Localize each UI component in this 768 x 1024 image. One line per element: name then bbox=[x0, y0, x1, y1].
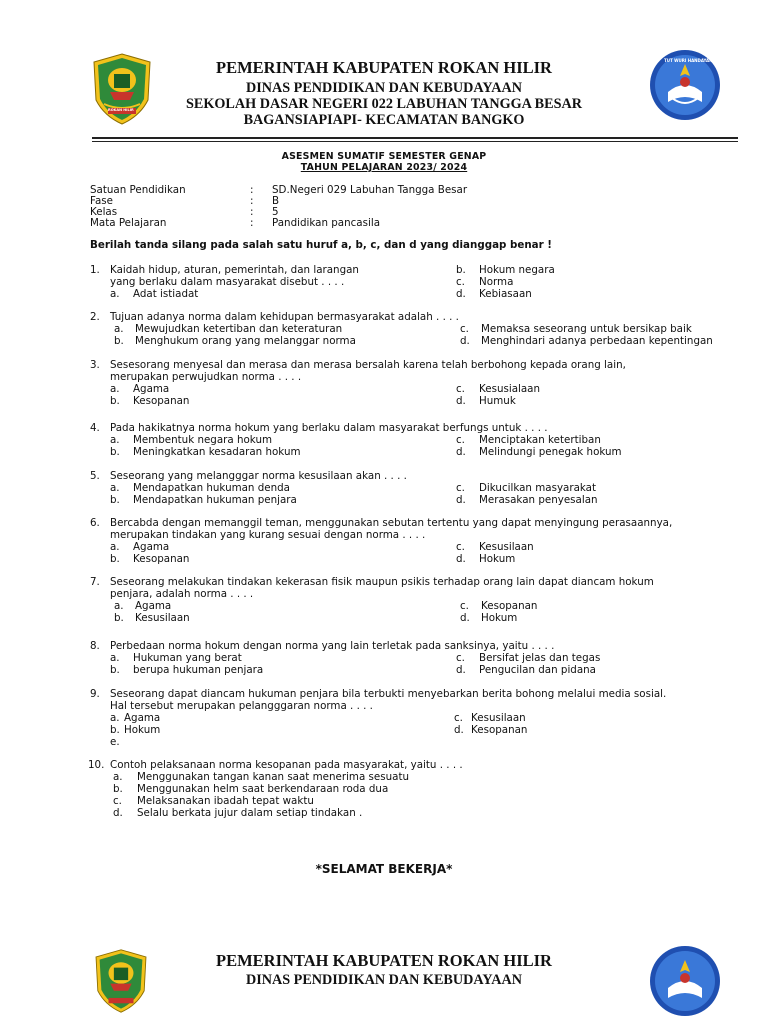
question-number: 2. bbox=[90, 311, 100, 323]
option-letter: c. bbox=[456, 652, 465, 664]
footer-line-2: DINAS PENDIDIKAN DAN KEBUDAYAAN bbox=[245, 972, 523, 988]
option-b: berupa hukuman penjara bbox=[133, 664, 264, 676]
option-b: Kesopanan bbox=[133, 553, 190, 565]
option-d: Hokum bbox=[479, 553, 516, 565]
right-logo-caption: TUT WURI HANDAYANI bbox=[664, 58, 714, 63]
question-number: 3. bbox=[90, 359, 100, 371]
option-letter: c. bbox=[460, 600, 469, 612]
question-number: 7. bbox=[90, 576, 100, 588]
option-letter: b. bbox=[110, 395, 120, 407]
option-letter: a. bbox=[110, 541, 120, 553]
option-c: Dikucilkan masyarakat bbox=[479, 482, 597, 494]
info-value: B bbox=[272, 195, 280, 207]
option-letter: d. bbox=[460, 335, 470, 347]
question-text: Seseorang melakukan tindakan kekerasan fisik maupun psikis terhadap orang lain dapat diancam hokum bbox=[110, 576, 654, 588]
option-letter: b. bbox=[114, 612, 124, 624]
option-b: Menggunakan helm saat berkendaraan roda dua bbox=[137, 783, 389, 795]
question-number: 1. bbox=[90, 264, 100, 276]
option-letter: b. bbox=[113, 783, 123, 795]
option-b: Kesopanan bbox=[133, 395, 190, 407]
exam-year: TAHUN PELAJARAN 2023/ 2024 bbox=[300, 162, 468, 173]
option-letter: c. bbox=[456, 482, 465, 494]
option-b: Kesusilaan bbox=[135, 612, 190, 624]
option-c: Kesusilaan bbox=[471, 712, 526, 724]
option-c: Menciptakan ketertiban bbox=[479, 434, 601, 446]
info-separator: : bbox=[250, 206, 254, 218]
option-a: Agama bbox=[133, 383, 170, 395]
option-a: Menggunakan tangan kanan saat menerima sesuatu bbox=[137, 771, 410, 783]
option-d: Hokum bbox=[481, 612, 518, 624]
question-text: Pada hakikatnya norma hokum yang berlaku dalam masyarakat berfungs untuk . . . . bbox=[110, 422, 548, 434]
option-letter: a. bbox=[113, 771, 123, 783]
option-b: Menghukum orang yang melanggar norma bbox=[135, 335, 356, 347]
option-a: Mendapatkan hukuman denda bbox=[133, 482, 290, 494]
question-text: penjara, adalah norma . . . . bbox=[110, 588, 254, 600]
option-c: Norma bbox=[479, 276, 514, 288]
option-letter: b. bbox=[110, 553, 120, 565]
option-c: Memaksa seseorang untuk bersikap baik bbox=[481, 323, 692, 335]
info-value: SD.Negeri 029 Labuhan Tangga Besar bbox=[272, 184, 468, 196]
option-d: Humuk bbox=[479, 395, 516, 407]
option-letter: a. bbox=[110, 482, 120, 494]
option-letter: a. bbox=[114, 600, 124, 612]
letterhead-divider-thin bbox=[92, 141, 738, 142]
option-a: Agama bbox=[124, 712, 161, 724]
question-text: Seseorang yang melangggar norma kesusilaan akan . . . . bbox=[110, 470, 407, 482]
option-letter: c. bbox=[456, 434, 465, 446]
option-letter: a. bbox=[110, 652, 120, 664]
question-number: 9. bbox=[90, 688, 100, 700]
question-text: yang berlaku dalam masyarakat disebut . . . . bbox=[110, 276, 345, 288]
option-d: Merasakan penyesalan bbox=[479, 494, 598, 506]
exam-title: ASESMEN SUMATIF SEMESTER GENAP bbox=[281, 151, 487, 162]
option-c: Kesusilaan bbox=[479, 541, 534, 553]
option-c: Kesopanan bbox=[481, 600, 538, 612]
option-a: Agama bbox=[133, 541, 170, 553]
option-c: Kesusialaan bbox=[479, 383, 541, 395]
info-separator: : bbox=[250, 217, 254, 229]
question-text: Kaidah hidup, aturan, pemerintah, dan larangan bbox=[110, 264, 359, 276]
option-letter: c. bbox=[456, 383, 465, 395]
left-logo-caption: ROKAN HILIR bbox=[108, 108, 134, 112]
option-letter: d. bbox=[454, 724, 464, 736]
option-b: Hokum bbox=[124, 724, 161, 736]
question-text: Tujuan adanya norma dalam kehidupan bermasyarakat adalah . . . . bbox=[110, 311, 459, 323]
option-d: Kebiasaan bbox=[479, 288, 532, 300]
closing-text: *SELAMAT BEKERJA* bbox=[315, 862, 453, 876]
option-letter: c. bbox=[460, 323, 469, 335]
option-a: Membentuk negara hokum bbox=[133, 434, 272, 446]
instruction: Berilah tanda silang pada salah satu huruf a, b, c, dan d yang dianggap benar ! bbox=[90, 239, 552, 251]
option-letter: c. bbox=[456, 541, 465, 553]
option-letter: e. bbox=[110, 736, 120, 748]
option-letter: c. bbox=[454, 712, 463, 724]
option-letter: a. bbox=[110, 383, 120, 395]
question-text: Sesesorang menyesal dan merasa dan merasa bersalah karena telah berbohong kepada orang lain, bbox=[110, 359, 626, 371]
letterhead-line-1: PEMERINTAH KABUPATEN ROKAN HILIR bbox=[216, 58, 552, 77]
footer-line-1: PEMERINTAH KABUPATEN ROKAN HILIR bbox=[216, 951, 552, 970]
option-d: Selalu berkata jujur dalam setiap tindakan . bbox=[137, 807, 363, 819]
option-letter: a. bbox=[110, 434, 120, 446]
info-separator: : bbox=[250, 195, 254, 207]
letterhead-divider-thick bbox=[92, 137, 738, 139]
letterhead-line-3: SEKOLAH DASAR NEGERI 022 LABUHAN TANGGA BESAR bbox=[185, 96, 582, 112]
option-letter: c. bbox=[456, 276, 465, 288]
option-letter: d. bbox=[460, 612, 470, 624]
option-d: Menghindari adanya perbedaan kepentingan bbox=[481, 335, 713, 347]
info-label: Kelas bbox=[90, 206, 118, 218]
option-letter: b. bbox=[110, 446, 120, 458]
option-c: Bersifat jelas dan tegas bbox=[479, 652, 601, 664]
letterhead-line-4: BAGANSIAPIAPI- KECAMATAN BANGKO bbox=[243, 112, 525, 128]
option-b: Hokum negara bbox=[479, 264, 555, 276]
option-letter: b. bbox=[110, 664, 120, 676]
info-value: 5 bbox=[272, 206, 279, 218]
info-label: Mata Pelajaran bbox=[90, 217, 167, 229]
info-label: Satuan Pendidikan bbox=[90, 184, 186, 196]
option-letter: d. bbox=[456, 664, 466, 676]
option-c: Melaksanakan ibadah tepat waktu bbox=[137, 795, 314, 807]
question-text: merupakan tindakan yang kurang sesuai dengan norma . . . . bbox=[110, 529, 426, 541]
option-letter: d. bbox=[456, 494, 466, 506]
option-letter: a. bbox=[114, 323, 124, 335]
option-d: Pengucilan dan pidana bbox=[479, 664, 596, 676]
question-number: 4. bbox=[90, 422, 100, 434]
question-text: merupakan perwujudkan norma . . . . bbox=[110, 371, 302, 383]
question-text: Hal tersebut merupakan pelangggaran norma . . . . bbox=[110, 700, 373, 712]
question-text: Bercabda dengan memanggil teman, menggunakan sebutan tertentu yang dapat menyingung perasaannya, bbox=[110, 517, 673, 529]
option-a: Mewujudkan ketertiban dan keteraturan bbox=[135, 323, 343, 335]
option-letter: d. bbox=[456, 553, 466, 565]
question-text: Seseorang dapat diancam hukuman penjara bila terbukti menyebarkan berita bohong melalui media sosial. bbox=[110, 688, 667, 700]
info-value: Pandidikan pancasila bbox=[272, 217, 381, 229]
option-letter: a. bbox=[110, 712, 120, 724]
option-letter: b. bbox=[456, 264, 466, 276]
option-a: Adat istiadat bbox=[133, 288, 199, 300]
letterhead-line-2: DINAS PENDIDIKAN DAN KEBUDAYAAN bbox=[245, 80, 523, 96]
option-d: Kesopanan bbox=[471, 724, 528, 736]
option-letter: d. bbox=[456, 395, 466, 407]
option-letter: b. bbox=[110, 724, 120, 736]
question-number: 10. bbox=[88, 759, 105, 771]
question-text: Contoh pelaksanaan norma kesopanan pada masyarakat, yaitu . . . . bbox=[110, 759, 463, 771]
question-text: Perbedaan norma hokum dengan norma yang lain terletak pada sanksinya, yaitu . . . . bbox=[110, 640, 555, 652]
letterhead bbox=[0, 58, 768, 128]
footer-letterhead bbox=[0, 951, 768, 988]
option-letter: b. bbox=[110, 494, 120, 506]
option-b: Mendapatkan hukuman penjara bbox=[133, 494, 297, 506]
option-a: Hukuman yang berat bbox=[133, 652, 242, 664]
option-letter: d. bbox=[456, 446, 466, 458]
option-a: Agama bbox=[135, 600, 172, 612]
option-d: Melindungi penegak hokum bbox=[479, 446, 622, 458]
option-b: Meningkatkan kesadaran hokum bbox=[133, 446, 301, 458]
option-letter: d. bbox=[113, 807, 123, 819]
info-label: Fase bbox=[90, 195, 113, 207]
option-letter: b. bbox=[114, 335, 124, 347]
question-number: 5. bbox=[90, 470, 100, 482]
option-letter: c. bbox=[113, 795, 122, 807]
option-letter: d. bbox=[456, 288, 466, 300]
info-separator: : bbox=[250, 184, 254, 196]
option-letter: a. bbox=[110, 288, 120, 300]
question-number: 6. bbox=[90, 517, 100, 529]
question-number: 8. bbox=[90, 640, 100, 652]
